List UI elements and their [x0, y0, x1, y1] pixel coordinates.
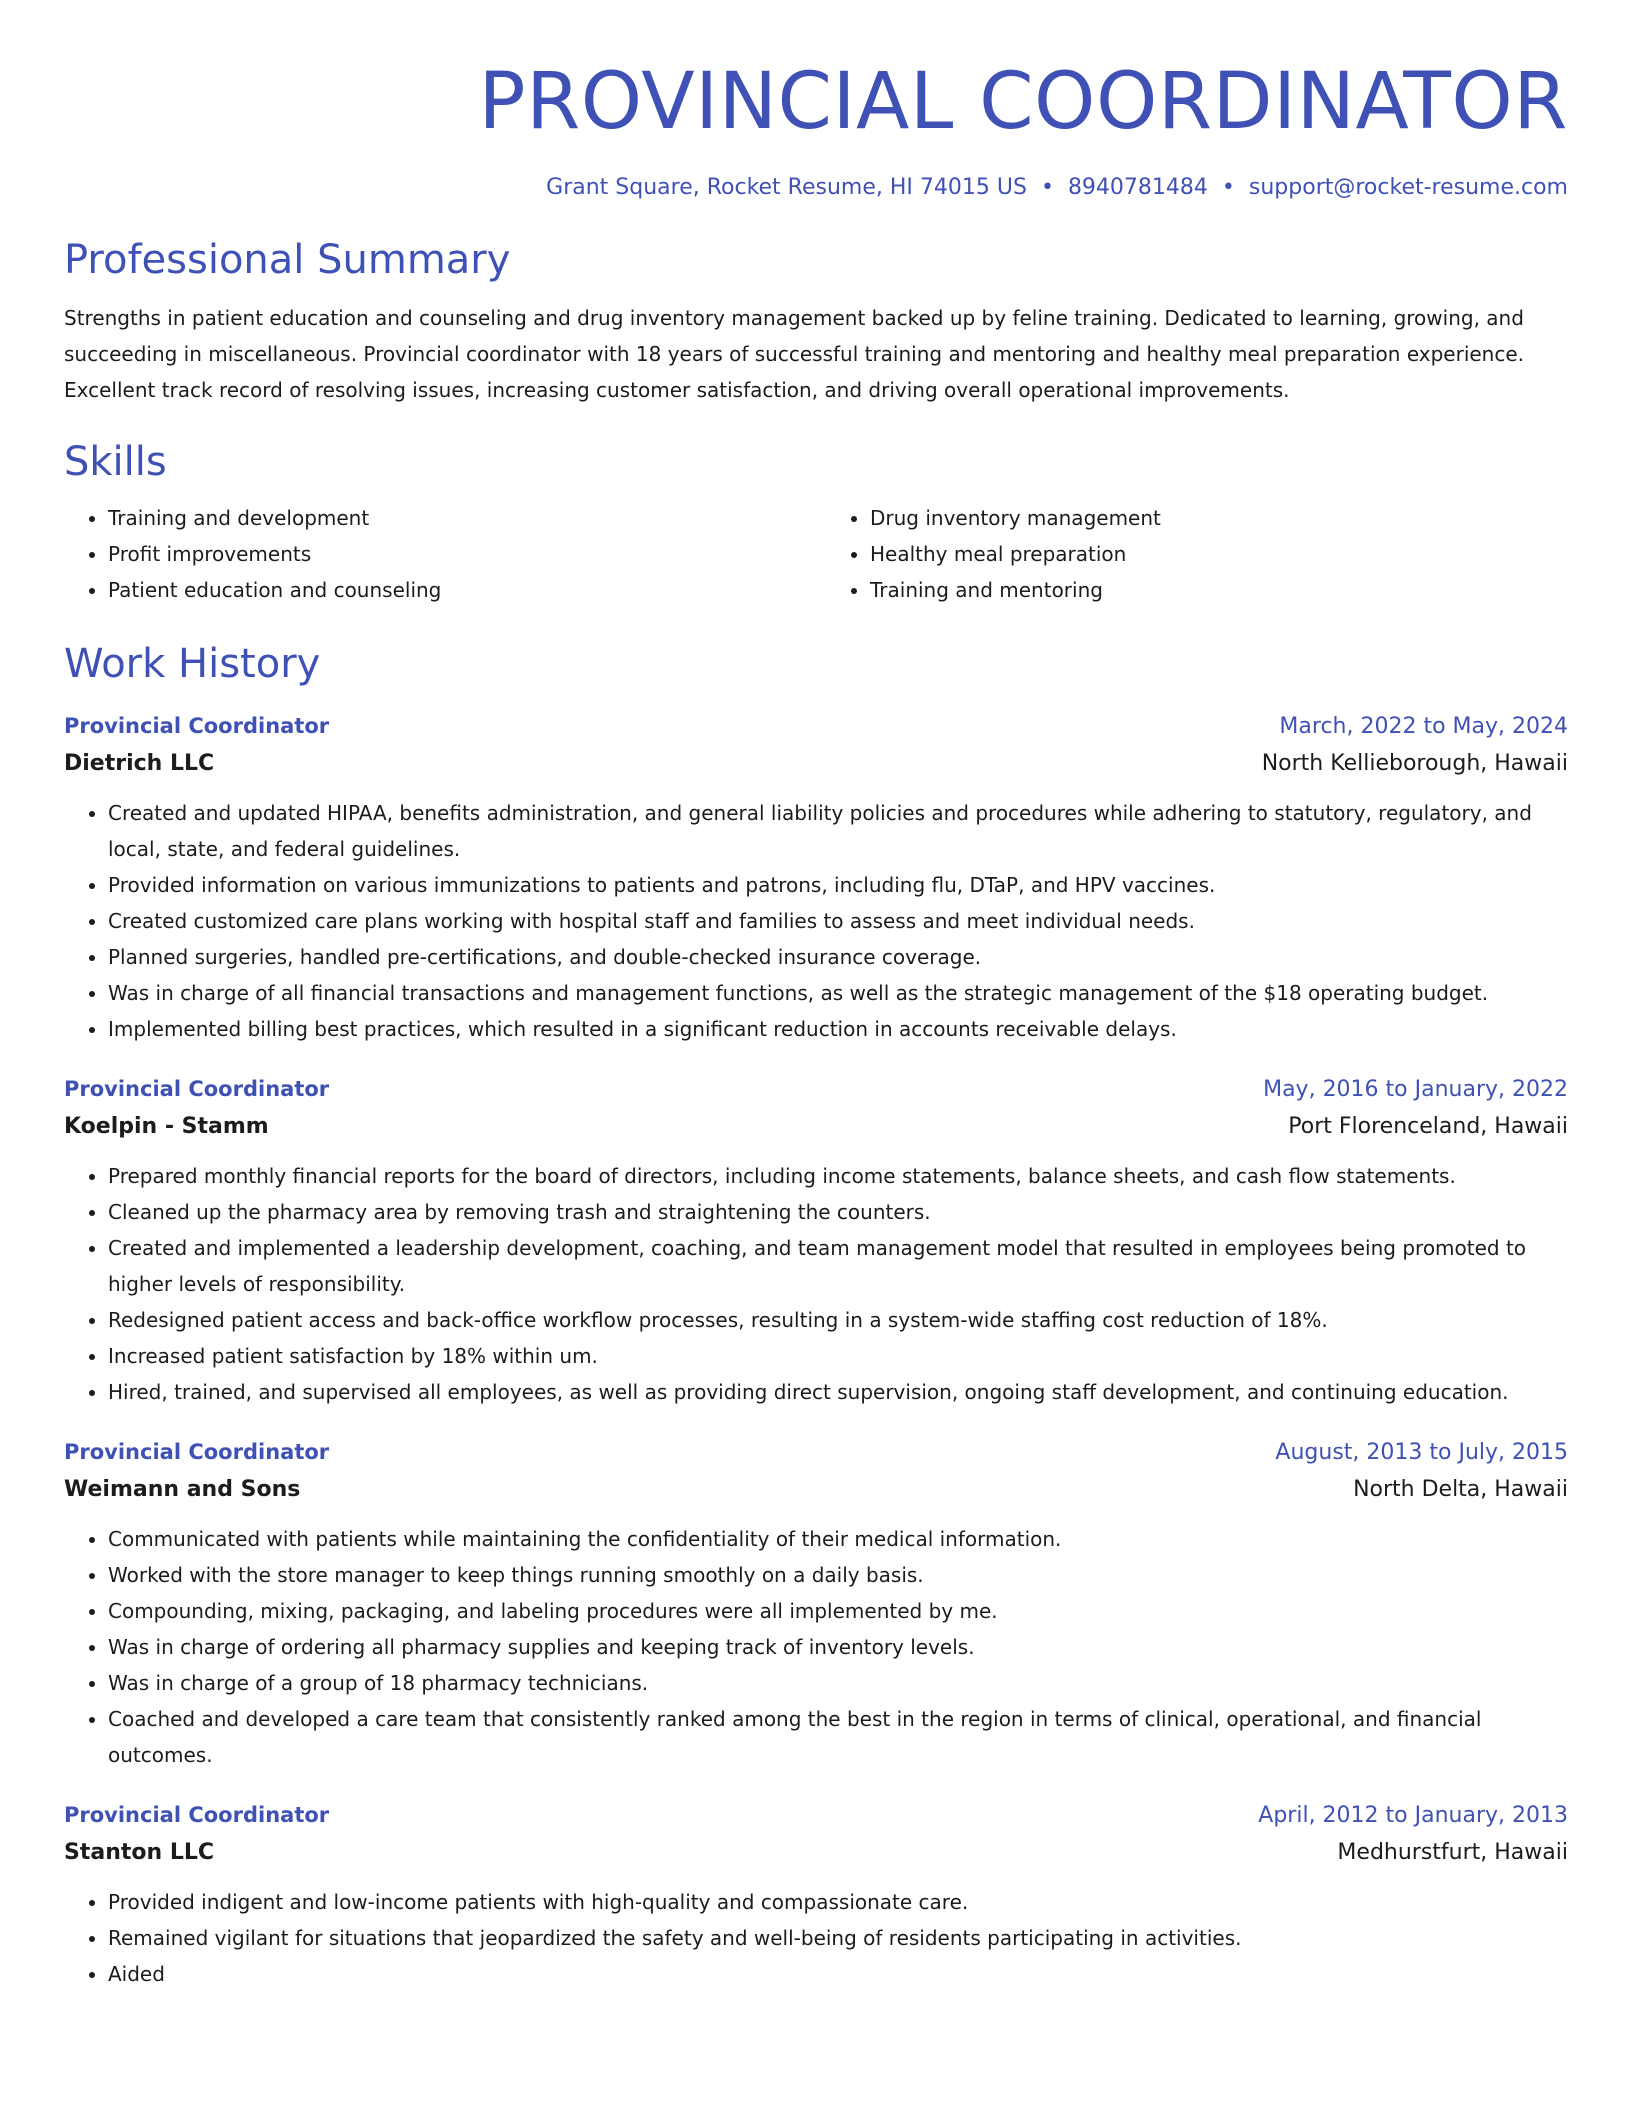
skills-heading: Skills [64, 439, 167, 485]
job-duties [64, 1521, 1568, 1773]
contact-separator: • [1221, 175, 1235, 200]
job-role: Provincial Coordinator [64, 1440, 330, 1464]
job-dates: April, 2012 to January, 2013 [1258, 1803, 1568, 1828]
job-location: North Kellieborough, Hawaii [1261, 751, 1568, 776]
job-duties [64, 1884, 1568, 1992]
job-duty: • Redesigned patient access and back-office workflow processes, resulting in a system-wide staffing cost reduction of 18%. [108, 1302, 1568, 1338]
work-history [64, 708, 1568, 1992]
job-dates: August, 2013 to July, 2015 [1275, 1440, 1568, 1465]
job-duty: • Created customized care plans working with hospital staff and families to assess and meet individual needs. [108, 903, 1568, 939]
job-duties [64, 795, 1568, 1047]
job-entry [64, 1797, 1568, 1992]
job-duty: • Created and implemented a leadership development, coaching, and team management model that resulted in employees being promoted to higher levels of responsibility. [108, 1230, 1568, 1302]
job-location: North Delta, Hawaii [1353, 1477, 1568, 1502]
job-duty: • Compounding, mixing, packaging, and labeling procedures were all implemented by me. [108, 1593, 1568, 1629]
skill-item: • Patient education and counseling [108, 572, 806, 608]
job-duty: • Was in charge of a group of 18 pharmacy technicians. [108, 1665, 1568, 1701]
job-company: Weimann and Sons [64, 1477, 301, 1502]
job-duty: • Was in charge of ordering all pharmacy supplies and keeping track of inventory levels. [108, 1629, 1568, 1665]
skill-item: • Profit improvements [108, 536, 806, 572]
job-duty: • Hired, trained, and supervised all employees, as well as providing direct supervision, ongoing staff development, and continuing education. [108, 1374, 1568, 1410]
job-duty: • Worked with the store manager to keep things running smoothly on a daily basis. [108, 1557, 1568, 1593]
contact-line [64, 172, 1568, 204]
resume-page [64, 0, 1568, 1992]
job-duty: • Communicated with patients while maintaining the confidentiality of their medical information. [108, 1521, 1568, 1557]
job-duty: • Aided [108, 1956, 1568, 1992]
job-duty: • Created and updated HIPAA, benefits administration, and general liability policies and procedures while adhering to statutory, regulatory, and local, state, and federal guidelines. [108, 795, 1568, 867]
contact-email: support@rocket-resume.com [1248, 175, 1568, 200]
summary-text: Strengths in patient education and counseling and drug inventory management backed up by feline training. Dedicated to learning, growing, and succeeding in miscellaneous. Provincial coordinator with 18 years of successful training and mentoring and healthy meal preparation experience. Excellent track record of resolving issues, increasing customer satisfaction, and driving overall operational improvements. [64, 306, 1525, 402]
job-role: Provincial Coordinator [64, 714, 330, 738]
job-duties [64, 1158, 1568, 1410]
contact-separator: • [1040, 175, 1054, 200]
job-duty: • Coached and developed a care team that consistently ranked among the best in the region in terms of clinical, operational, and financial outcomes. [108, 1701, 1568, 1773]
job-duty: • Increased patient satisfaction by 18% within um. [108, 1338, 1568, 1374]
job-location: Medhurstfurt, Hawaii [1337, 1840, 1568, 1865]
skills-column-right [826, 500, 1568, 608]
job-duty: • Provided information on various immunizations to patients and patrons, including flu, DTaP, and HPV vaccines. [108, 867, 1568, 903]
job-role: Provincial Coordinator [64, 1803, 330, 1827]
skills-column-left [64, 500, 806, 608]
job-company: Dietrich LLC [64, 751, 215, 776]
job-entry [64, 1434, 1568, 1773]
job-company: Koelpin - Stamm [64, 1114, 269, 1139]
job-duty: • Prepared monthly financial reports for the board of directors, including income statements, balance sheets, and cash flow statements. [108, 1158, 1568, 1194]
skill-item: • Drug inventory management [870, 500, 1568, 536]
contact-phone: 8940781484 [1067, 175, 1208, 200]
job-duty: • Remained vigilant for situations that jeopardized the safety and well-being of residents participating in activities. [108, 1920, 1568, 1956]
job-location: Port Florenceland, Hawaii [1288, 1114, 1568, 1139]
contact-address: Grant Square, Rocket Resume, HI 74015 US [546, 175, 1027, 200]
job-role: Provincial Coordinator [64, 1077, 330, 1101]
skill-item: • Training and development [108, 500, 806, 536]
job-duty: • Cleaned up the pharmacy area by removing trash and straightening the counters. [108, 1194, 1568, 1230]
job-duty: • Implemented billing best practices, which resulted in a significant reduction in accounts receivable delays. [108, 1011, 1568, 1047]
skill-item: • Training and mentoring [870, 572, 1568, 608]
job-entry [64, 1071, 1568, 1410]
job-company: Stanton LLC [64, 1840, 215, 1865]
job-duty: • Provided indigent and low-income patients with high-quality and compassionate care. [108, 1884, 1568, 1920]
job-dates: March, 2022 to May, 2024 [1279, 714, 1568, 739]
skills-list [64, 500, 1568, 608]
resume-title: PROVINCIAL COORDINATOR [478, 57, 1568, 147]
summary-heading: Professional Summary [64, 237, 511, 283]
job-duty: • Planned surgeries, handled pre-certifications, and double-checked insurance coverage. [108, 939, 1568, 975]
work-history-heading: Work History [64, 641, 321, 687]
job-dates: May, 2016 to January, 2022 [1263, 1077, 1568, 1102]
job-entry [64, 708, 1568, 1047]
skill-item: • Healthy meal preparation [870, 536, 1568, 572]
job-duty: • Was in charge of all financial transactions and management functions, as well as the strategic management of the $18 operating budget. [108, 975, 1568, 1011]
